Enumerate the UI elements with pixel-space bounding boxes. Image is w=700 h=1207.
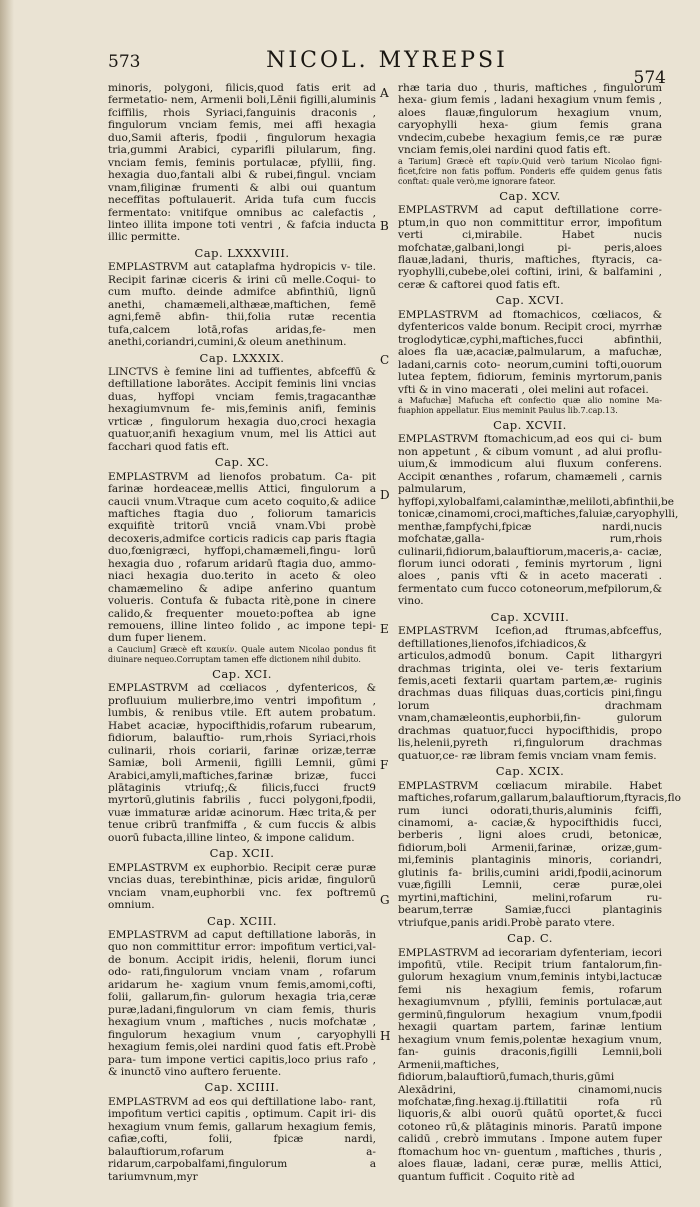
- paragraph: EMPLASTRVM ad caput deftillatione laborās, in quo non committitur error: impofitum vertici,val- de bonum. Accipit iridis, helenii, florum iunci odo- rati,fingulorum vnciam vnam , rofarum aridarum he- xagium vnum femis,amomi,cofti, folii, gallarum,fin- gulorum hexagia tria,ceræ puræ,ladani,fingulorum vn ciam femis, thuris hexagium vnum , maftiches , nucis mofchatæ , fingulorum hexagium vnum , caryophylli hexagium femis,olei nardini quod fatis eft.Probè para- tum impone vertici capitis,loco prius rafo , & inunctō vino auftero feruente.: [108, 929, 376, 1078]
- margin-letter: D: [380, 488, 390, 502]
- chapter-heading: Cap. XCVII.: [493, 417, 567, 432]
- margin-letter: A: [380, 86, 389, 100]
- footnote: a Mafuchæ] Mafucha eft confectio quæ alio nomine Ma- fuaphion appellatur. Eius meminit Paulus lib.7.cap.13.: [398, 395, 662, 415]
- margin-letter: H: [380, 1029, 391, 1043]
- gutter-shadow: [0, 0, 14, 1207]
- chapter-heading: Cap. XCIX.: [495, 764, 565, 779]
- chapter-heading: Cap. XCI.: [212, 666, 272, 681]
- paragraph: LINCTVS è femine lini ad tuffientes, abfceffū & deftillatione laborātes. Accipit feminis lini vncias duas, hyffopi vnciam femis,tragacanthæ hexagiumvnum fe- mis,feminis anifi, feminis vrticæ , fingulorum hexagia duo,croci hexagia quatuor,anifi hexagium vnum, mel lis Attici aut facchari quod fatis eft.: [108, 365, 376, 453]
- chapter-heading: Cap. XC.: [214, 455, 270, 470]
- paragraph: EMPLASTRVM ftomachicum,ad eos qui ci- bum non appetunt , & cibum vomunt , ad alui proflu- uium,& immodicum alui fluxum conferens. Accipit œnanthes , rofarum, chamæmeli , carnis palmularum, hyffopi,xylobalfami,calaminthæ,meliloti,abfinthii,be tonicæ,cinamomi,croci,maftiches,faluiæ,caryophylli, menthæ,fampfychi,fpicæ nardi,nucis mofchatæ,galla- rum,rhois culinarii,fidiorum,balauftiorum,maceris,a- caciæ, florum iunci odorati , feminis myrtorum , ligni aloes , panis vfti & in aceto macerati . fermentato cum fucco cotoneorum,mefpilorum,& vino.: [398, 433, 679, 608]
- chapter-heading: Cap. XCVI.: [495, 293, 565, 308]
- paragraph: EMPLASTRVM ad cœliacos , dyfentericos, & profluuium mulierbre,imo ventri impofitum , lumbis, & renibus vtile. Eft autem probatum. Habet acaciæ, hypocifthidis,rofarum rubearum, fidiorum, balauftio- rum,rhois Syriaci,rhois culinarii, rhois coriarii, farinæ orizæ,terræ Samiæ, boli Armenii, figilli Lemnii, gūmi Arabici,amyli,maftiches,farinæ brizæ, fucci plātaginis vtriufq;,& filicis,fucci fruct9 myrtorū,glutinis fabrilis , fucci polygoni,fpodii, vuæ immaturæ aridæ acinorum. Hæc trita,& per tenue cribrū tranfmiffa , & cum fuccis & albis ouorū fubacta,illine linteo, & impone calidum.: [108, 682, 376, 844]
- margin-letter: C: [380, 353, 390, 367]
- paragraph: rhæ taria duo , thuris, maftiches , fingulorum hexa- gium femis , ladani hexagium vnum femis , aloes flauæ,fingulorum hexagium vnum, caryophylli hexa- gium femis grana vndecim,cubebe hexagium femis,ce ræ puræ vnciam femis,olei nardini quod fatis eft.: [398, 82, 662, 157]
- footnote: a Tarium] Græcè eft ταρίν.Quid verò tarium Nicolao figni- ficet,fcire non fatis poffum. Ponderis effe quidem genus fatis conftat: quale verò,me ignorare fateor.: [398, 156, 662, 186]
- paragraph: EMPLASTRVM aut cataplafma hydropicis v- tile. Recipit farinæ ciceris & irini cū melle.Coqui- to cum mufto. deinde admifce abfinthiū, lignū anethi, chamæmeli,althææ,maftichen, femē agni,femē abfin- thii,folia rutæ recentia tufa,calcem lotā,rofas aridas,fe- men anethi,coriandri,cumini,& oleum anethinum.: [108, 261, 376, 349]
- running-head: NICOL. MYREPSI: [266, 48, 508, 73]
- chapter-heading: Cap. XCII.: [209, 846, 275, 861]
- paragraph: EMPLASTRVM ex euphorbio. Recipit ceræ puræ vncias duas, terebinthinæ, picis aridæ, fingulorū vnciam vnam,euphorbii vnc. fex poftremū omnium.: [108, 861, 376, 912]
- margin-letter: F: [380, 758, 389, 772]
- margin-letter: G: [380, 893, 390, 907]
- chapter-heading: Cap. LXXXVIII.: [194, 245, 290, 260]
- chapter-heading: Cap. C.: [507, 931, 553, 946]
- paragraph: EMPLASTRVM ad ftomachicos, cœliacos, & dyfentericos valde bonum. Recipit croci, myrrhæ troglodyticæ,cyphi,maftiches,fucci abfinthii, aloes fla uæ,acaciæ,palmularum, a mafuchæ, ladani,carnis coto- neorum,cumini tofti,ouorum lutea feptem, fidiorum, feminis myrtorum,panis vfti & in vino macerati , olei melini aut rofacei.: [398, 308, 662, 396]
- paragraph: EMPLASTRVM ad iecorariam dyfenteriam, iecori impofitū, vtile. Recipit trium fantalorum,fin- gulorum hexagium vnum,feminis intybi,lactucæ femi nis hexagium femis, rofarum hexagiumvnum , pfyllii, feminis portulacæ,aut germinū,fingulorum hexagium vnum,fpodii hexagii quartam partem, farinæ lentium hexagium vnum femis,polentæ hexagium vnum, fan- guinis draconis,figilli Lemnii,boli Armenii,maftiches, fidiorum,balauftiorū,fumach,thuris,gūmi Alexādrini, cinamomi,nucis mofchatæ,fing.hexag.ij.ftillatitii rofa rū liquoris,& albi ouorū quātū oportet,& fucci cotoneo rū,& plātaginis minoris. Paratū impone calidū , crebrò immutans . Impone autem fuper ftomachum hoc vn- guentum , maftiches , thuris , aloes flauæ, ladani, ceræ puræ, mellis Attici, quantum fufficit . Coquito ritè ad: [398, 946, 662, 1183]
- chapter-heading: Cap. LXXXIX.: [199, 350, 285, 365]
- chapter-heading: Cap. XCIIII.: [204, 1080, 280, 1095]
- chapter-heading: Cap. XCVIII.: [490, 609, 570, 624]
- paragraph: EMPLASTRVM ad caput deftillatione corre- ptum,in quo non committitur error, impofitum verti ci,mirabile. Habet nucis mofchatæ,galbani,longi pi- peris,aloes flauæ,ladani, thuris, maftiches, ftyracis, ca- ryophylli,cubebe,olei coftini, irini, & balfamini , ceræ & caftorei quod fatis eft.: [398, 204, 662, 291]
- paragraph: EMPLASTRVM cœliacum mirabile. Habet maftiches,rofarum,gallarum,balauftiorum,ftyracis,flo rum iunci odorati,thuris,aluminis fciffi, cinamomi, a- caciæ,& hypocifthidis fucci, berberis , ligni aloes crudi, betonicæ, fidiorum,boli Armenii,farinæ, orizæ,gum- mi,feminis plantaginis minoris, coriandri, glutinis fa- brilis,cumini aridi,fpodii,acinorum vuæ,figilli Lemnii, ceræ puræ,olei myrtini,maftichini, melini,rofarum ru- bearum,terræ Samiæ,fucci plantaginis vtriufque,panis aridi.Probè parato vtere.: [398, 779, 681, 929]
- paragraph: EMPLASTRVM ad lienofos probatum. Ca- pit farinæ hordeaceæ,mellis Attici, fingulorum a caucii vnum.Vtraque cum aceto coquito,& adiice maftiches ftagia duo , foliorum tamaricis exquifitè tritorū vnciā vnam.Vbi probè decoxeris,admifce corticis radicis cap paris ftagia duo,fœnigræci, hyffopi,chamæmeli,fingu- lorū hexagia duo , rofarum aridarū ftagia duo, ammo- niaci hexagia duo.terito in aceto & oleo chamæmelino & adipe anferino quantum volueris. Contufa & fubacta ritè,pone in cinere calido,& frequenter moueto:poftea ab igne remouens, illine linteo folido , ac impone tepi- dum fuper lienem.: [108, 470, 376, 645]
- chapter-heading: Cap. XCIII.: [207, 913, 277, 928]
- chapter-heading: Cap. XCV.: [499, 188, 561, 203]
- paragraph: minoris, polygoni, filicis,quod fatis erit ad fermetatio- nem, Armenii boli,Lēnii figilli,aluminis fciffilis, rhois Syriaci,fanguinis draconis , fingulorum vnciam femis, mei affi hexagia duo,Samii afteris, fpodii , fingulorum hexagia tria,gummi Arabici, cyparifli pilularum, fing. vnciam femis, feminis portulacæ, pfyllii, fing. hexagia duo,fantali albi & rubei,fingul. vnciam vnam,filiginæ frumenti & albi oui quantum neceffitas poftulauerit. Arida tufa cum fuccis fermentato: vnitifque omnibus ac calefactis , linteo illita impone toti ventri , & fafcia inducta illic permitte.: [108, 82, 376, 244]
- right-page-number: 574: [633, 68, 666, 88]
- paragraph: EMPLASTRVM ad eos qui deftillatione labo- rant, impofitum vertici capitis , optimum. Capit iri- dis hexagium vnum femis, gallarum hexagium femis, cafiæ,cofti, folii, fpicæ nardi, balauftiorum,rofarum a- ridarum,carpobalfami,fingulorum a tariumvnum,myr: [108, 1095, 376, 1183]
- margin-letter: E: [380, 622, 389, 636]
- margin-letter: B: [380, 219, 389, 233]
- left-page-number: 573: [108, 52, 141, 72]
- page-header: [108, 46, 666, 86]
- left-column: [108, 82, 376, 1183]
- paragraph: EMPLASTRVM Icefion,ad ftrumas,abfceffus, deftillationes,lienofos,ifchiadicos,& articulos,admodū bonum. Capit lithargyri drachmas triginta, olei ve- teris fextarium femis,aceti fextarii quartam partem,æ- ruginis drachmas duas filiquas duas,corticis pini,fingu lorum drachmam vnam,chamæleontis,euphorbii,fin- gulorum drachmas quatuor,fucci hypocifthidis, propo lis,helenii,pyreth ri,fingulorum drachmas quatuor,ce- ræ libram femis vnciam vnam femis.: [398, 625, 662, 762]
- footnote: a Caucium] Græcè eft καυκίν. Quale autem Nicolao pondus fit diuinare nequeo.Corruptam tamen effe dictionem nihil dubito.: [108, 644, 376, 664]
- right-column: [398, 82, 681, 1183]
